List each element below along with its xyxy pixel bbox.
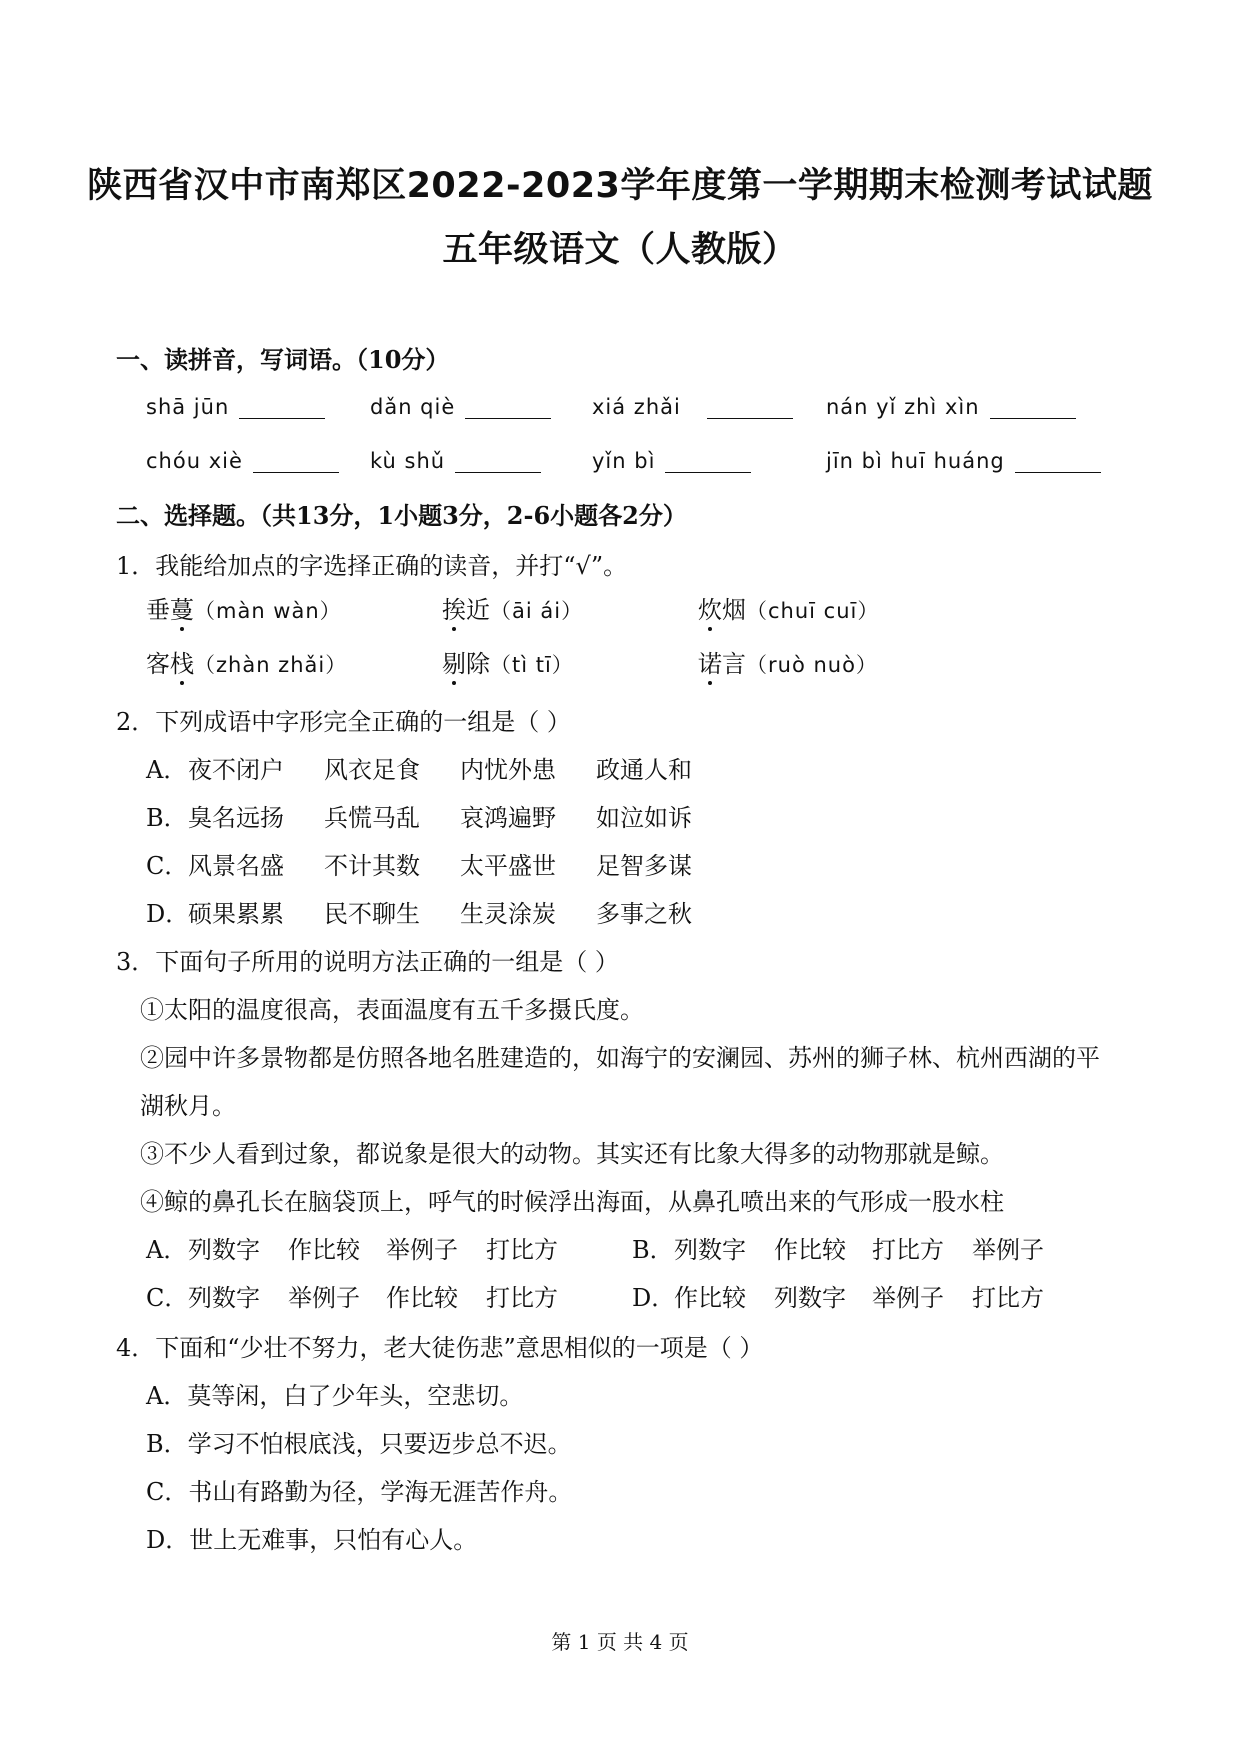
option-label: D． [632, 1284, 676, 1312]
q1-pinyin-options[interactable]: （zhàn zhǎi） [194, 653, 348, 677]
q1-dotted-char: 剔 [442, 644, 466, 679]
pinyin-text: chóu xiè [146, 449, 243, 473]
idiom: 多事之秋 [596, 900, 692, 928]
pinyin-item [826, 394, 1076, 419]
option-label: C． [146, 852, 189, 880]
pinyin-text: nán yǐ zhì xìn [826, 395, 980, 419]
method: 打比方 [486, 1236, 558, 1264]
method: 举例子 [972, 1236, 1044, 1264]
q3-sentence-2: ②园中许多景物都是仿照各地名胜建造的，如海宁的安澜园、苏州的狮子林、杭州西湖的平 [140, 1044, 1100, 1072]
question-1-stem: 1．我能给加点的字选择正确的读音，并打“√”。 [116, 552, 628, 580]
answer-blank[interactable] [239, 394, 325, 419]
q3-option-b[interactable] [632, 1230, 674, 1265]
q3-sentence-2-cont: 湖秋月。 [140, 1092, 236, 1120]
idiom: 太平盛世 [460, 852, 556, 880]
method: 作比较 [674, 1284, 746, 1312]
q1-pinyin-options[interactable]: （tì tī） [490, 653, 574, 677]
idiom: 民不聊生 [324, 900, 420, 928]
q1-item [442, 644, 574, 679]
pinyin-item [826, 448, 1101, 473]
q1-char: 垂 [146, 596, 170, 624]
idiom: 生灵涂炭 [460, 900, 556, 928]
idiom: 不计其数 [324, 852, 420, 880]
q1-dotted-char: 蔓 [170, 590, 194, 625]
idiom: 如泣如诉 [596, 804, 692, 832]
option-label: A． [146, 1236, 188, 1264]
q2-option-b[interactable] [146, 798, 188, 833]
pinyin-item [370, 394, 551, 419]
q1-dotted-char: 栈 [170, 644, 194, 679]
q4-option-d[interactable]: D．世上无难事，只怕有心人。 [146, 1526, 478, 1554]
answer-blank[interactable] [465, 394, 551, 419]
method: 举例子 [288, 1284, 360, 1312]
option-label: C． [146, 1284, 189, 1312]
q1-dotted-char: 挨 [442, 590, 466, 625]
q3-option-a[interactable] [146, 1230, 187, 1265]
method: 列数字 [188, 1284, 260, 1312]
page-subtitle: 五年级语文（人教版） [442, 230, 798, 270]
method: 作比较 [774, 1236, 846, 1264]
q1-char: 近 [466, 596, 490, 624]
q2-option-d[interactable] [146, 894, 189, 929]
answer-blank[interactable] [990, 394, 1076, 419]
method: 列数字 [674, 1236, 746, 1264]
q1-item [698, 644, 878, 679]
q1-char: 言 [722, 650, 746, 678]
method: 列数字 [774, 1284, 846, 1312]
q1-pinyin-options[interactable]: （chuī cuī） [746, 599, 880, 623]
pinyin-item [370, 448, 541, 473]
q3-option-d[interactable] [632, 1278, 675, 1313]
q3-sentence-4: ④鲸的鼻孔长在脑袋顶上，呼气的时候浮出海面，从鼻孔喷出来的气形成一股水柱 [140, 1188, 1004, 1216]
q1-item [146, 644, 347, 679]
pinyin-text: shā jūn [146, 395, 230, 419]
idiom: 兵慌马乱 [324, 804, 420, 832]
q1-dotted-char: 炊 [698, 590, 722, 625]
q1-char: 除 [466, 650, 490, 678]
section2-heading: 二、选择题。（共13分，1小题3分，2-6小题各2分） [116, 501, 687, 530]
answer-blank[interactable] [1015, 448, 1101, 473]
q1-pinyin-options[interactable]: （màn wàn） [194, 599, 342, 623]
method: 举例子 [872, 1284, 944, 1312]
pinyin-item [146, 394, 325, 419]
q1-char: 客 [146, 650, 170, 678]
pinyin-text: xiá zhǎi [592, 395, 681, 419]
idiom: 内忧外患 [460, 756, 556, 784]
q1-item [442, 590, 583, 625]
q1-pinyin-options[interactable]: （ruò nuò） [746, 653, 878, 677]
method: 举例子 [386, 1236, 458, 1264]
q2-option-c[interactable] [146, 846, 188, 881]
method: 作比较 [288, 1236, 360, 1264]
q1-pinyin-options[interactable]: （āi ái） [490, 599, 584, 623]
answer-blank[interactable] [707, 394, 793, 419]
pinyin-item [592, 448, 751, 473]
option-label: A． [146, 756, 188, 784]
option-label: B． [632, 1236, 674, 1264]
answer-blank[interactable] [455, 448, 541, 473]
page-footer: 第 1 页 共 4 页 [551, 1630, 689, 1654]
q2-option-a[interactable] [146, 750, 187, 785]
q1-item [146, 590, 342, 625]
method: 打比方 [872, 1236, 944, 1264]
idiom: 足智多谋 [596, 852, 692, 880]
q4-option-a[interactable]: A．莫等闲，白了少年头，空悲切。 [146, 1382, 524, 1410]
option-label: B． [146, 804, 188, 832]
idiom: 政通人和 [596, 756, 692, 784]
idiom: 臭名远扬 [188, 804, 284, 832]
q1-item [698, 590, 879, 625]
q1-dotted-char: 诺 [698, 644, 722, 679]
pinyin-text: kù shǔ [370, 449, 446, 473]
idiom: 风景名盛 [188, 852, 284, 880]
pinyin-item [146, 448, 339, 473]
method: 打比方 [972, 1284, 1044, 1312]
idiom: 硕果累累 [188, 900, 284, 928]
q4-option-b[interactable]: B．学习不怕根底浅，只要迈步总不迟。 [146, 1430, 572, 1458]
q4-option-c[interactable]: C．书山有路勤为径，学海无涯苦作舟。 [146, 1478, 573, 1506]
option-label: D． [146, 900, 190, 928]
q1-char: 烟 [722, 596, 746, 624]
question-2-stem: 2．下列成语中字形完全正确的一组是（ ） [116, 708, 571, 736]
question-4-stem: 4．下面和“少壮不努力，老大徒伤悲”意思相似的一项是（ ） [116, 1334, 764, 1362]
answer-blank[interactable] [253, 448, 339, 473]
pinyin-text: yǐn bì [592, 449, 656, 473]
idiom: 风衣足食 [324, 756, 420, 784]
idiom: 哀鸿遍野 [460, 804, 556, 832]
answer-blank[interactable] [665, 448, 751, 473]
pinyin-item [592, 394, 793, 419]
pinyin-text: jīn bì huī huáng [826, 449, 1005, 473]
method: 列数字 [188, 1236, 260, 1264]
q3-sentence-3: ③不少人看到过象，都说象是很大的动物。其实还有比象大得多的动物那就是鲸。 [140, 1140, 1004, 1168]
method: 打比方 [486, 1284, 558, 1312]
section1-heading: 一、读拼音，写词语。（10分） [116, 345, 450, 374]
idiom: 夜不闭户 [188, 756, 284, 784]
q3-option-c[interactable] [146, 1278, 188, 1313]
pinyin-text: dǎn qiè [370, 395, 456, 419]
method: 作比较 [386, 1284, 458, 1312]
q3-sentence-1: ①太阳的温度很高，表面温度有五千多摄氏度。 [140, 996, 644, 1024]
question-3-stem: 3．下面句子所用的说明方法正确的一组是（ ） [116, 948, 619, 976]
page-title: 陕西省汉中市南郑区2022-2023学年度第一学期期末检测考试试题 [87, 166, 1153, 206]
